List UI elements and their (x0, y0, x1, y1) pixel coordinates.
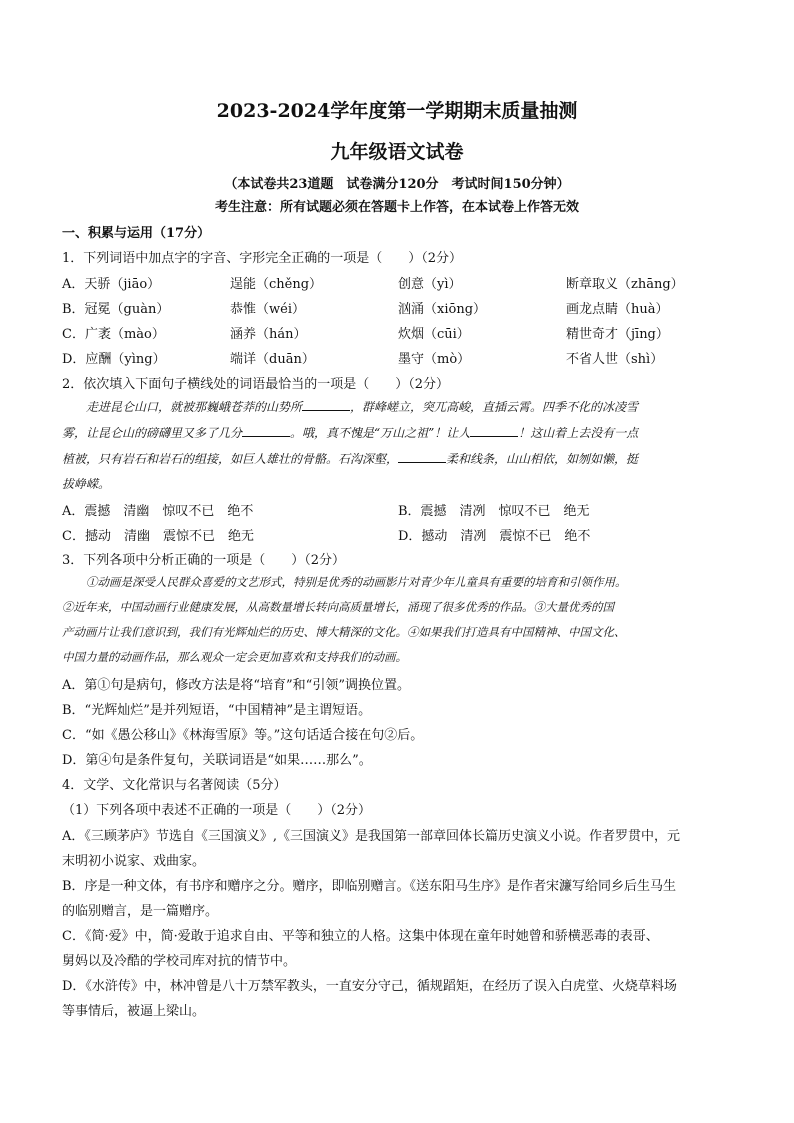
q1-d-2: 端详（duān） (230, 352, 315, 367)
q2-blank-3 (470, 424, 518, 437)
q4-option-d-line2: 等事情后，被逼上梁山。 (62, 1004, 206, 1019)
q2-blank-2 (242, 424, 290, 437)
exam-title: 2023-2024学年度第一学期期末质量抽测 (216, 100, 578, 122)
q1-c-1: C．广袤（mào） (62, 327, 165, 342)
q2-text: 。哦，真不愧是“万山之祖”！让人 (290, 426, 471, 440)
exam-notice: 考生注意：所有试题必须在答题卡上作答，在本试卷上作答无效 (214, 200, 579, 215)
q1-a-1: A．天骄（jiāo） (62, 277, 161, 292)
q4-option-c-line2: 舅妈以及冷酷的学校司库对抗的情节中。 (62, 954, 297, 969)
q3-para-line-4: 中国力量的动画作品，那么观众一定会更加喜欢和支持我们的动画。 (62, 650, 407, 664)
q3-para-line-1: ①动画是深受人民群众喜爱的文艺形式，特别是优秀的动画影片对青少年儿童具有重要的培育和引领作用。 (86, 575, 627, 589)
q1-b-2: 恭惟（wéi） (230, 302, 305, 317)
q1-stem: 1．下列词语中加点字的字音、字形完全正确的一项是（ ）（2分） (62, 251, 463, 266)
q1-c-4: 精世奇才（jīng） (566, 327, 669, 342)
q2-text: ！这山着上去没有一点 (518, 426, 639, 440)
q2-passage-line-2 (62, 424, 638, 441)
q3-stem: 3．下列各项中分析正确的一项是（ ）（2分） (62, 553, 346, 568)
q1-row-c (62, 323, 742, 342)
q4-option-a-line2: 末明初小说家、戏曲家。 (62, 854, 206, 869)
q1-a-4: 断章取义（zhāng） (566, 277, 684, 292)
q2-stem: 2．依次填入下面句子横线处的词语最恰当的一项是（ ）（2分） (62, 377, 450, 392)
q2-blank-1 (302, 398, 350, 411)
q1-a-3: 创意（yì） (398, 277, 462, 292)
q4-sub1-stem: （1）下列各项中表述不正确的一项是（ ）（2分） (62, 803, 372, 818)
q2-text: ，群峰嵯立，突兀高峻，直插云霄。四季不化的冰凌雪 (350, 400, 639, 414)
q4-stem: 4．文学、文化常识与名著阅读（5分） (62, 778, 287, 793)
q2-text: 植被，只有岩石和岩石的组接，如巨人雄壮的骨骼。石沟深壑， (62, 452, 399, 466)
exam-info: （本试卷共23道题 试卷满分120分 考试时间150分钟） (224, 177, 570, 192)
q2-passage-line-1 (86, 398, 638, 415)
q2-option-c: C．撼动 清幽 震惊不已 绝无 (62, 529, 254, 544)
q3-option-d: D．第④句是条件复句，关联词语是“如果……那么”。 (62, 753, 372, 768)
q1-row-d (62, 348, 742, 367)
q1-d-4: 不省人世（shì） (566, 352, 664, 367)
q2-option-d: D．撼动 清冽 震惊不已 绝不 (398, 529, 591, 544)
q2-passage-line-3 (62, 450, 638, 467)
q3-option-c: C．“如《愚公移山》《林海雪原》等。”这句话适合接在句②后。 (62, 728, 424, 743)
q2-option-a: A．震撼 清幽 惊叹不已 绝不 (62, 504, 254, 519)
q1-c-2: 涵养（hán） (230, 327, 307, 342)
q4-option-c-line1: C．《简·爱》中，简·爱敢于追求自由、平等和独立的人格。这集中体现在童年时她曾和骄横恶毒的表哥、 (62, 929, 659, 944)
q1-d-3: 墨守（mò） (398, 352, 471, 367)
q4-option-d-line1: D．《水浒传》中，林冲曾是八十万禁军教头，一直安分守己，循规蹈矩，在经历了误入白虎堂、火烧草料场 (62, 979, 677, 994)
q1-c-3: 炊烟（cūi） (398, 327, 470, 342)
q2-text: 雾，让昆仑山的磅礴里又多了几分 (62, 426, 243, 440)
q2-passage-line-4: 拔峥嵘。 (62, 477, 111, 491)
q1-b-3: 汹涌（xiōng） (398, 302, 487, 317)
q3-option-a: A．第①句是病句，修改方法是将“培育”和“引领”调换位置。 (62, 678, 410, 693)
q1-d-1: D．应酬（yìng） (62, 352, 166, 367)
q3-para-line-2: ②近年来，中国动画行业健康发展，从高数量增长转向高质量增长，涌现了很多优秀的作品。③大量优秀的国 (62, 600, 614, 614)
q1-b-4: 画龙点睛（huà） (566, 302, 669, 317)
q2-options-cd (62, 525, 742, 544)
q2-blank-4 (398, 450, 446, 463)
q1-row-b (62, 298, 742, 317)
q4-option-b-line2: 的临别赠言，是一篇赠序。 (62, 904, 219, 919)
section-title: 一、积累与运用（17分） (62, 226, 211, 241)
q4-option-a-line1: A．《三顾茅庐》节选自《三国演义》,《三国演义》是我国第一部章回体长篇历史演义小说。作者罗贯中，元 (62, 829, 681, 844)
q4-option-b-line1: B．序是一种文体，有书序和赠序之分。赠序，即临别赠言。《送东阳马生序》是作者宋濂写给同乡后生马生 (62, 879, 677, 894)
exam-subtitle: 九年级语文试卷 (330, 141, 464, 163)
q2-text: 走进昆仑山口，就被那巍峨苍莽的山势所 (86, 400, 303, 414)
q3-option-b: B．“光辉灿烂”是并列短语，“中国精神”是主谓短语。 (62, 703, 372, 718)
q1-a-2: 逞能（chěng） (230, 277, 323, 292)
q2-options-ab (62, 500, 742, 519)
q3-para-line-3: 产动画片让我们意识到，我们有光辉灿烂的历史、博大精深的文化。④如果我们打造具有中国精神、中国文化、 (62, 625, 626, 639)
q2-option-b: B．震撼 清冽 惊叹不已 绝无 (398, 504, 590, 519)
q1-row-a (62, 273, 742, 292)
q2-text: 柔和线条，山山相依，如刎如懒，挺 (446, 452, 639, 466)
q1-b-1: B．冠冕（guàn） (62, 302, 170, 317)
